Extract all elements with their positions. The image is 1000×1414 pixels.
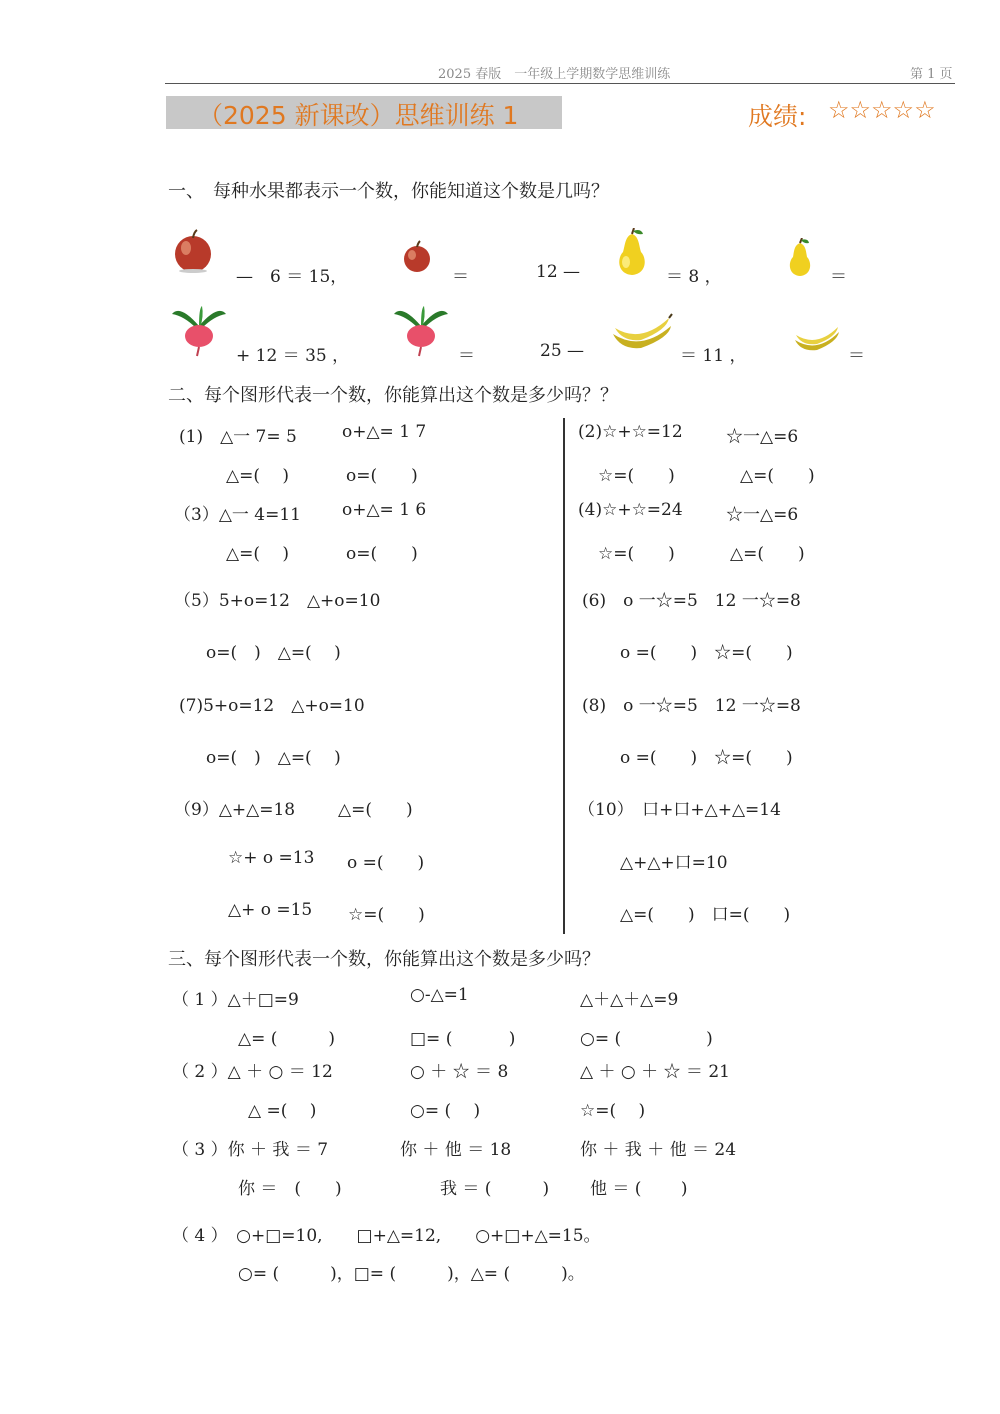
s3-problem-2a: （ 2 ）△ ＋ ○ ＝ 12 — [172, 1062, 333, 1082]
s3-answer-3c: 他 ＝ ( ) — [590, 1179, 688, 1199]
problem-1: (1) △一 7= 5 — [179, 427, 297, 447]
answer-3b: o=( ) — [346, 544, 418, 564]
page-number: 第 1 页 — [910, 67, 953, 82]
s3-answer-2c: ☆=( ) — [580, 1101, 646, 1121]
s3-problem-1a: （ 1 ）△＋□=9 — [172, 990, 299, 1010]
problem-1b: o+△= 1 7 — [342, 422, 427, 442]
answer-2: ☆=( ) — [598, 466, 675, 486]
s3-answer-1a: △= ( ) — [238, 1029, 335, 1049]
answer-7: o=( ) △=( ) — [206, 748, 341, 768]
problem-7: (7)5+o=12 △+o=10 — [179, 696, 365, 716]
equation-1a: — 6 ＝ 15， — [236, 267, 348, 287]
section2-heading: 二、每个图形代表一个数，你能算出这个数是多少吗？？ — [168, 385, 618, 406]
s3-problem-3a: （ 3 ）你 ＋ 我 ＝ 7 — [172, 1140, 329, 1160]
answer-5: o=( ) △=( ) — [206, 643, 341, 663]
s3-answer-1c: ○= ( ) — [580, 1029, 713, 1049]
column-divider — [563, 418, 565, 934]
equation-1b: ＝ — [452, 267, 469, 287]
s3-problem-2b: ○ ＋ ☆ ＝ 8 — [410, 1062, 509, 1082]
equation-2a: + 12 ＝ 35 ， — [236, 346, 350, 366]
section3-heading: 三、每个图形代表一个数，你能算出这个数是多少吗？ — [168, 949, 600, 970]
problem-4b: ☆一△=6 — [726, 505, 799, 525]
problem-9: （9）△+△=18 — [174, 800, 296, 820]
equation-1d: ＝ 8 ， — [666, 267, 722, 287]
problem-6: (6) o 一☆=5 12 一☆=8 — [582, 591, 801, 611]
score-stars: ☆☆☆☆☆ — [828, 96, 936, 124]
answer-10: △=( ) 口=( ) — [620, 905, 791, 925]
answer-9b: o =( ) — [347, 853, 425, 873]
radish-icon — [170, 304, 228, 358]
answer-9: △=( ) — [338, 800, 413, 820]
apple-icon — [402, 240, 432, 274]
problem-9c: △+ o =15 — [228, 900, 313, 920]
s3-answer-3b: 我 ＝ ( ) — [440, 1179, 550, 1199]
header-divider — [165, 83, 955, 84]
problem-9b: ☆+ o =13 — [228, 848, 315, 868]
header-title: 2025 春版 一年级上学期数学思维训练 — [438, 67, 671, 82]
answer-8: o =( ) ☆=( ) — [620, 748, 793, 768]
s3-problem-1c: △＋△＋△=9 — [580, 990, 679, 1010]
s3-problem-3b: 你 ＋ 他 ＝ 18 — [400, 1140, 512, 1160]
s3-answer-2a: △ =( ) — [248, 1101, 317, 1121]
equation-1e: ＝ — [830, 267, 847, 287]
answer-1: △=( ) — [226, 466, 289, 486]
score-label: 成绩: — [748, 102, 807, 131]
problem-8: (8) o 一☆=5 12 一☆=8 — [582, 696, 801, 716]
s3-problem-2c: △ ＋ ○ ＋ ☆ ＝ 21 — [580, 1062, 730, 1082]
answer-6: o =( ) ☆=( ) — [620, 643, 793, 663]
pear-icon — [611, 228, 653, 278]
equation-2d: ＝ 11 ， — [680, 346, 747, 366]
equation-2e: ＝ — [848, 346, 865, 366]
answer-3: △=( ) — [226, 544, 289, 564]
banana-icon — [793, 322, 841, 356]
s3-problem-4: （ 4 ） ○+□=10, □+△=12, ○+□+△=15。 — [172, 1226, 601, 1246]
s3-answer-2b: ○= ( ) — [410, 1101, 481, 1121]
equation-2b: ＝ — [458, 346, 475, 366]
s3-answer-1b: □= ( ) — [410, 1029, 516, 1049]
problem-10: （10） 口+口+△+△=14 — [578, 800, 781, 820]
problem-3: （3）△一 4=11 — [174, 505, 301, 525]
answer-4b: △=( ) — [730, 544, 805, 564]
equation-2c: 25 — — [540, 341, 585, 361]
problem-10b: △+△+口=10 — [620, 853, 728, 873]
pear-icon — [783, 238, 817, 278]
problem-5: （5）5+o=12 △+o=10 — [174, 591, 381, 611]
answer-9c: ☆=( ) — [348, 905, 425, 925]
problem-4: (4)☆+☆=24 — [578, 500, 683, 520]
problem-2: (2)☆+☆=12 — [578, 422, 683, 442]
problem-2b: ☆一△=6 — [726, 427, 799, 447]
s3-problem-1b: ○-△=1 — [410, 985, 469, 1005]
s3-answer-3a: 你 ＝ ( ) — [238, 1179, 342, 1199]
banana-icon — [611, 312, 673, 354]
answer-1b: o=( ) — [346, 466, 418, 486]
page-title: （2025 新课改）思维训练 1 — [198, 101, 519, 130]
s3-problem-3c: 你 ＋ 我 ＋ 他 ＝ 24 — [580, 1140, 737, 1160]
problem-3b: o+△= 1 6 — [342, 500, 427, 520]
answer-2b: △=( ) — [740, 466, 815, 486]
radish-icon — [392, 304, 450, 358]
s3-answer-4: ○= ( )，□= ( )，△= ( )。 — [238, 1264, 585, 1284]
answer-4: ☆=( ) — [598, 544, 675, 564]
section1-heading: 一、 每种水果都表示一个数，你能知道这个数是几吗？ — [168, 181, 609, 202]
equation-1c: 12 — — [536, 262, 581, 282]
apple-icon — [172, 228, 214, 274]
